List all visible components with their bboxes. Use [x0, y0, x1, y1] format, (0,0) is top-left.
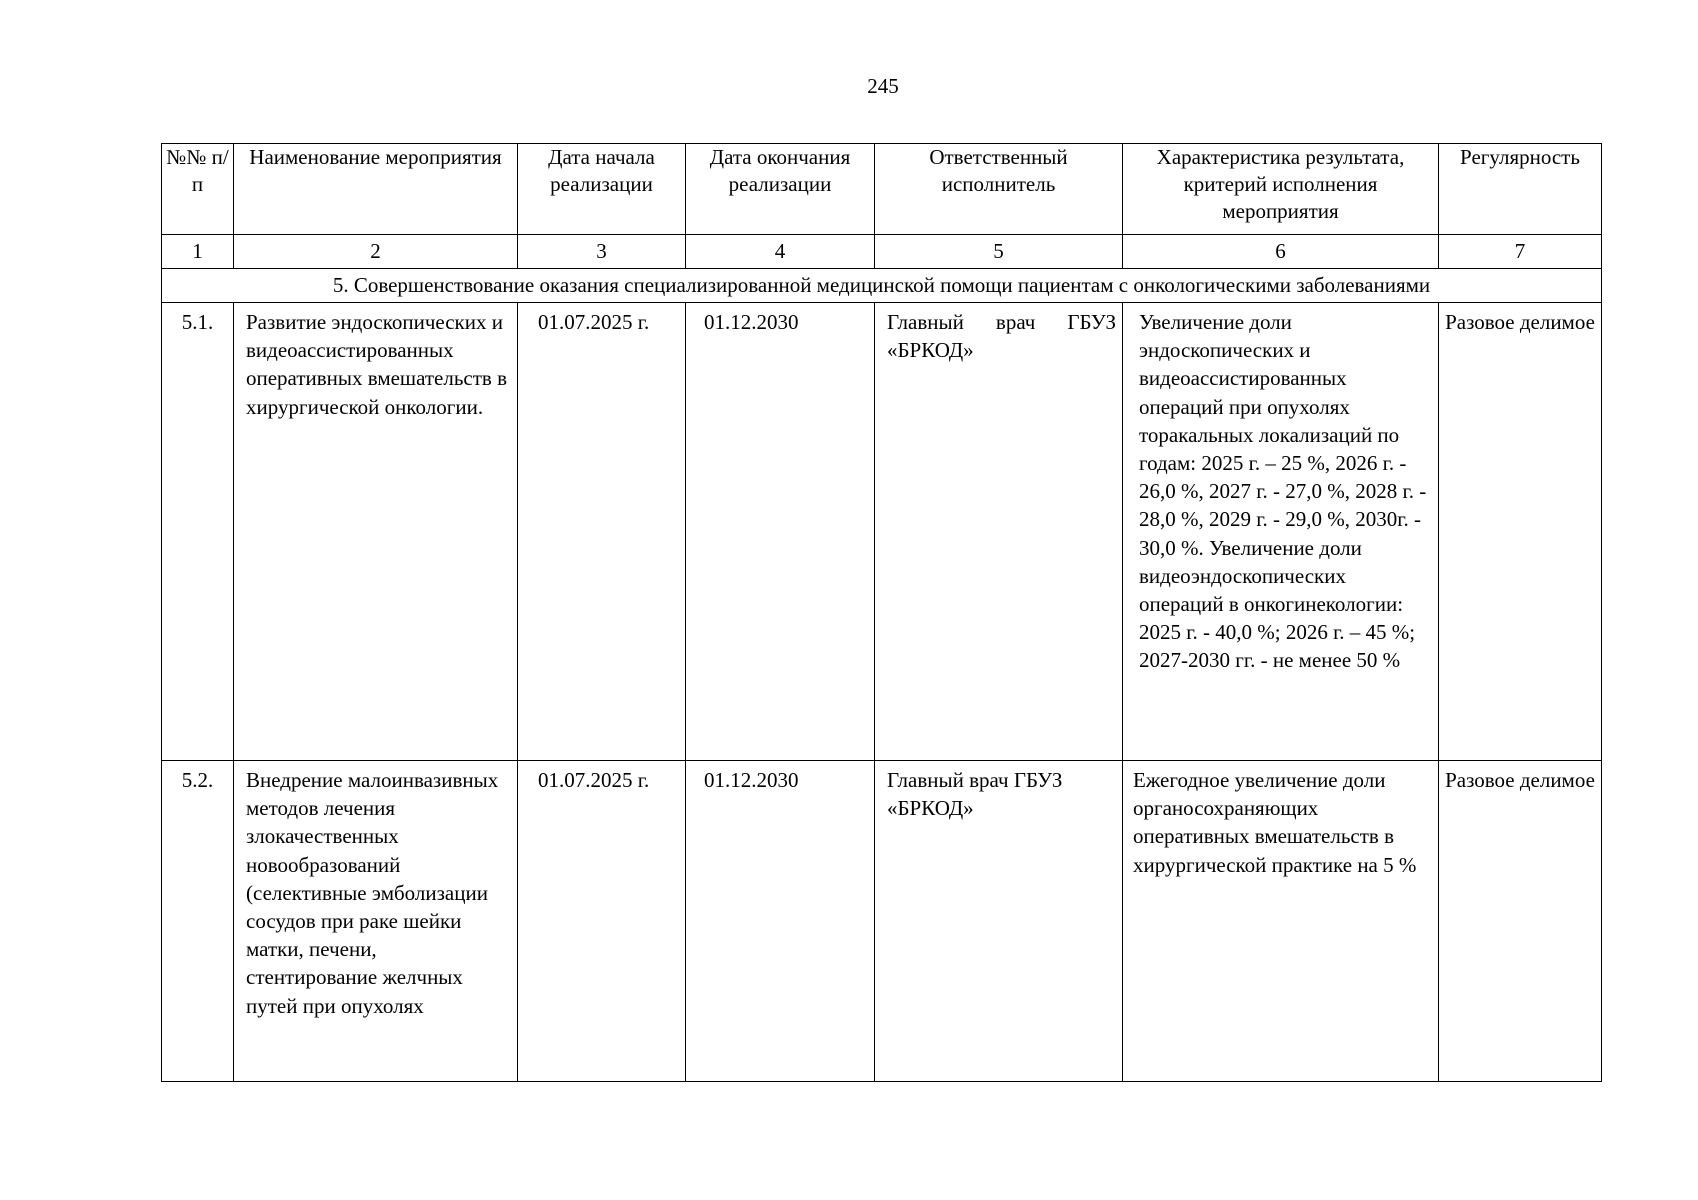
result-description: Ежегодное увеличение доли органосохраняющих оперативных вмешательств в хирургической практике на 5 % — [1123, 761, 1439, 1082]
start-date: 01.07.2025 г. — [518, 303, 686, 761]
header-number: №№ п/п — [162, 144, 234, 235]
responsible-executor: Главный врач ГБУЗ «БРКОД» — [875, 303, 1123, 761]
section-row — [162, 269, 1602, 303]
end-date: 01.12.2030 — [686, 761, 875, 1082]
column-number: 2 — [234, 235, 518, 269]
header-activity-name: Наименование мероприятия — [234, 144, 518, 235]
regularity: Разовое делимое — [1439, 303, 1602, 761]
header-result: Характеристика результата, критерий исполнения мероприятия — [1123, 144, 1439, 235]
column-number: 7 — [1439, 235, 1602, 269]
responsible-executor: Главный врач ГБУЗ «БРКОД» — [875, 761, 1123, 1082]
result-description: Увеличение доли эндоскопических и видеоассистированных операций при опухолях торакальных локализаций по годам: 2025 г. – 25 %, 2026 г. - 26,0 %, 2027 г. - 27,0 %, 2028 г. - 28,0 %, 2029 г. - 29,0 %, 2030г. - 30,0 %. Увеличение доли видеоэндоскопических операций в онкогинекологии: 2025 г. - 40,0 %; 2026 г. – 45 %; 2027-2030 гг. - не менее 50 % — [1123, 303, 1439, 761]
end-date: 01.12.2030 — [686, 303, 875, 761]
table-row — [162, 303, 1602, 761]
column-number: 6 — [1123, 235, 1439, 269]
start-date: 01.07.2025 г. — [518, 761, 686, 1082]
regularity: Разовое делимое — [1439, 761, 1602, 1082]
section-title: 5. Совершенствование оказания специализированной медицинской помощи пациентам с онкологическими заболеваниями — [162, 269, 1602, 303]
table-header-row — [162, 144, 1602, 235]
row-number: 5.2. — [162, 761, 234, 1082]
column-numbers-row — [162, 235, 1602, 269]
header-start-date: Дата начала реализации — [518, 144, 686, 235]
header-responsible: Ответственный исполнитель — [875, 144, 1123, 235]
column-number: 5 — [875, 235, 1123, 269]
row-number: 5.1. — [162, 303, 234, 761]
page-number: 245 — [867, 74, 899, 98]
activity-name: Развитие эндоскопических и видеоассистированных оперативных вмешательств в хирургической онкологии. — [234, 303, 518, 761]
table-row — [162, 761, 1602, 1082]
action-plan-table — [161, 143, 1602, 1082]
column-number: 1 — [162, 235, 234, 269]
column-number: 3 — [518, 235, 686, 269]
header-end-date: Дата окончания реализации — [686, 144, 875, 235]
header-regularity: Регулярность — [1439, 144, 1602, 235]
activity-name: Внедрение малоинвазивных методов лечения злокачественных новообразований (селективные эмболизации сосудов при раке шейки матки, печени, стентирование желчных путей при опухолях — [234, 761, 518, 1082]
column-number: 4 — [686, 235, 875, 269]
